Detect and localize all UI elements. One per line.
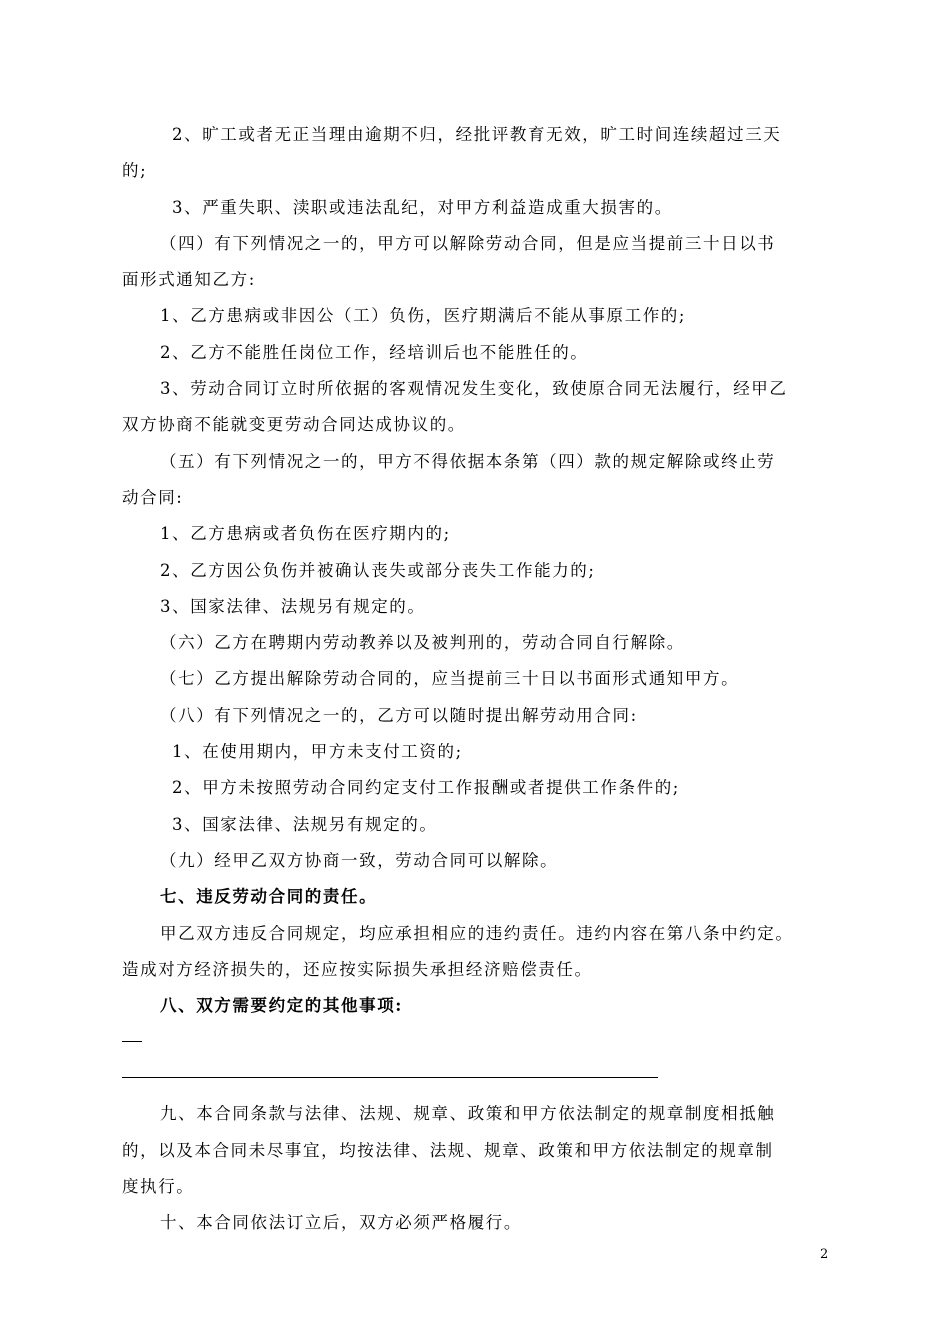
clause-line: （四）有下列情况之一的，甲方可以解除劳动合同，但是应当提前三十日以书	[160, 234, 776, 253]
clause-line: （九）经甲乙双方协商一致，劳动合同可以解除。	[160, 851, 559, 870]
clause-line: 2、甲方未按照劳动合同约定支付工作报酬或者提供工作条件的;	[172, 778, 680, 797]
clause-line: （七）乙方提出解除劳动合同的，应当提前三十日以书面形式通知甲方。	[160, 669, 740, 688]
clause-line: （六）乙方在聘期内劳动教养以及被判刑的，劳动合同自行解除。	[160, 633, 685, 652]
clause-line: （五）有下列情况之一的，甲方不得依据本条第（四）款的规定解除或终止劳	[160, 452, 776, 471]
clause-line: 度执行。	[122, 1177, 195, 1196]
section-heading: 八、双方需要约定的其他事项:	[160, 996, 403, 1015]
clause-line: 3、国家法律、法规另有规定的。	[172, 815, 438, 834]
section-heading: 七、违反劳动合同的责任。	[160, 887, 378, 906]
clause-line: 2、乙方因公负伤并被确认丧失或部分丧失工作能力的;	[160, 561, 596, 580]
clause-line: 3、国家法律、法规另有规定的。	[160, 597, 426, 616]
clause-line: （八）有下列情况之一的，乙方可以随时提出解劳动用合同:	[160, 706, 638, 725]
clause-line: 的，以及本合同未尽事宜，均按法律、法规、规章、政策和甲方依法制定的规章制	[122, 1141, 774, 1160]
blank-fill-dash	[122, 1041, 142, 1042]
clause-line: 2、旷工或者无正当理由逾期不归，经批评教育无效，旷工时间连续超过三天	[172, 125, 782, 144]
clause-line: 面形式通知乙方:	[122, 270, 256, 289]
clause-line: 3、严重失职、渎职或违法乱纪，对甲方利益造成重大损害的。	[172, 198, 673, 217]
clause-line: 1、乙方患病或者负伤在医疗期内的;	[160, 524, 451, 543]
clause-line: 十、本合同依法订立后，双方必须严格履行。	[160, 1213, 522, 1232]
clause-line: 造成对方经济损失的，还应按实际损失承担经济赔偿责任。	[122, 960, 593, 979]
clause-line: 1、乙方患病或非因公（工）负伤，医疗期满后不能从事原工作的;	[160, 306, 687, 325]
clause-line: 甲乙双方违反合同规定，均应承担相应的违约责任。违约内容在第八条中约定。	[160, 924, 794, 943]
clause-line: 双方协商不能就变更劳动合同达成协议的。	[122, 415, 466, 434]
clause-line: 的;	[122, 161, 148, 180]
clause-line: 九、本合同条款与法律、法规、规章、政策和甲方依法制定的规章制度相抵触	[160, 1104, 776, 1123]
clause-line: 3、劳动合同订立时所依据的客观情况发生变化，致使原合同无法履行，经甲乙	[160, 379, 788, 398]
clause-line: 2、乙方不能胜任岗位工作，经培训后也不能胜任的。	[160, 343, 589, 362]
clause-line: 1、在使用期内，甲方未支付工资的;	[172, 742, 463, 761]
blank-fill-line	[122, 1077, 658, 1078]
page-number: 2	[820, 1247, 829, 1262]
clause-line: 动合同:	[122, 488, 184, 507]
